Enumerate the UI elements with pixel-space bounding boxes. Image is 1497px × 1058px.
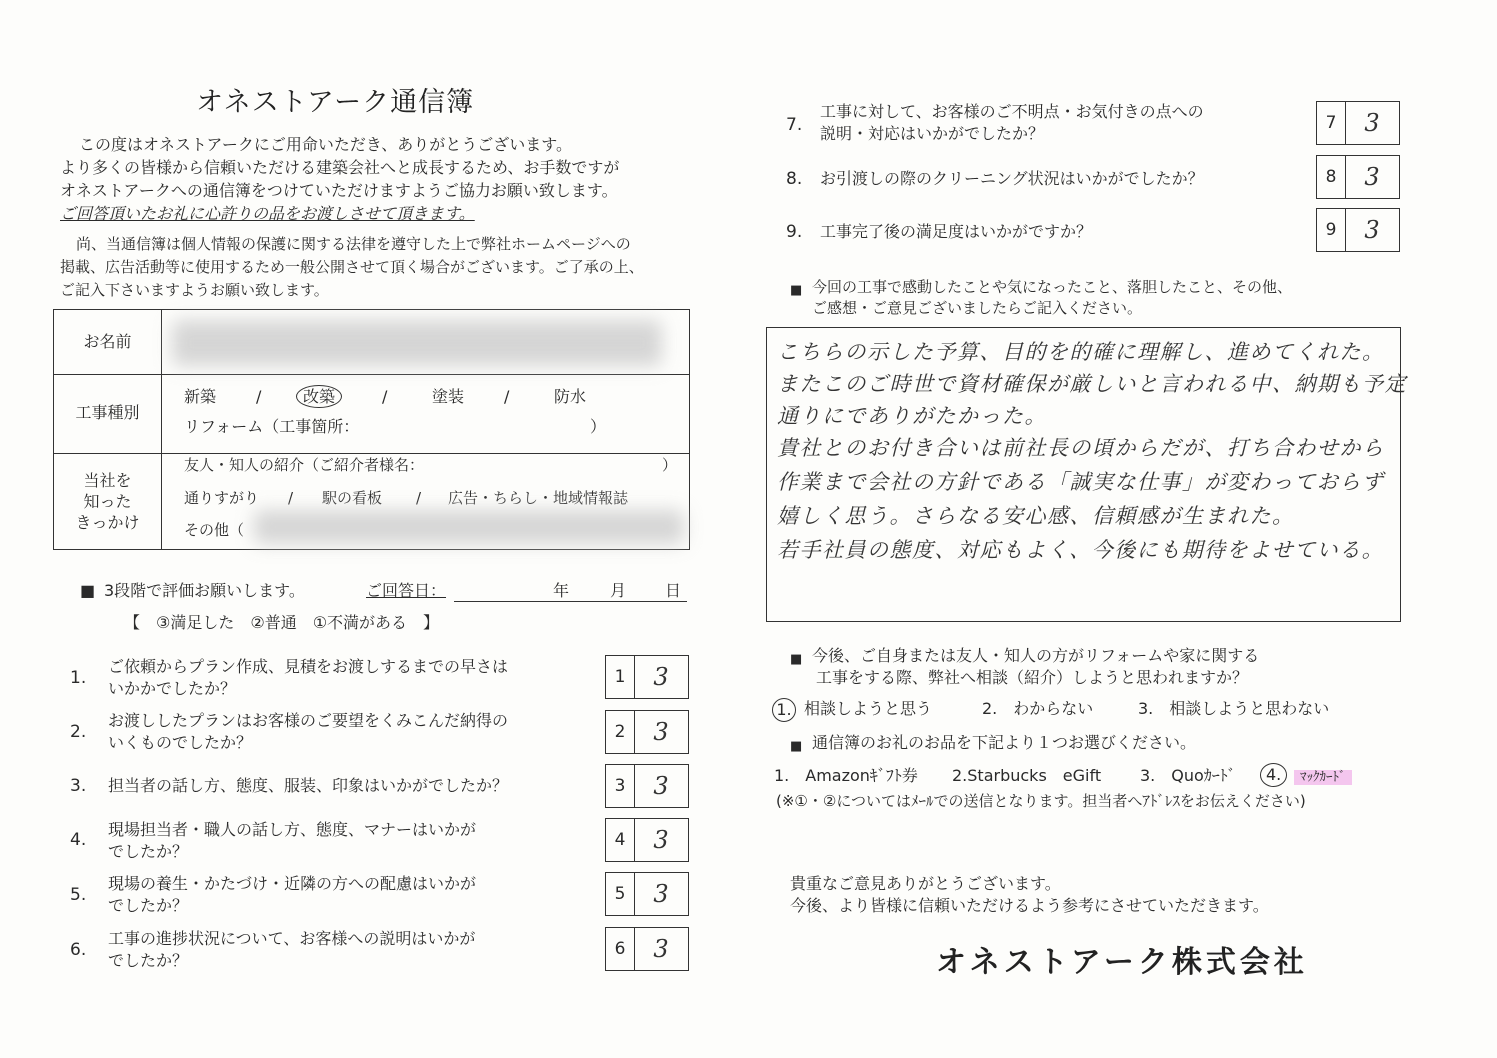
gift-option-mac: ﾏｯｸｶｰﾄﾞ	[1294, 765, 1352, 789]
comment-bullet: ■	[790, 283, 803, 298]
question-7-line-2: 説明・対応はいかがでしたか？	[820, 124, 1045, 143]
question-2-score-box: 2 3	[605, 710, 689, 754]
intro-line-2: より多くの皆様から信頼いただける建築会社へと成長するため、お手数ですが	[60, 158, 620, 177]
reform-close: ）	[590, 417, 607, 436]
question-6-line-1: 工事の進捗状況について、お客様への説明はいかが	[108, 929, 476, 948]
question-5-score-box: 5 3	[605, 872, 689, 916]
separator: /	[416, 489, 422, 507]
page-title: オネストアーク通信簿	[196, 87, 475, 118]
question-5-number: 5.	[70, 885, 87, 905]
question-5-line-1: 現場の養生・かたづけ・近隣の方への配慮はいかが	[108, 874, 477, 893]
comment-line-6: 嬉しく思う。さらなる安心感、信頼感が生まれた。	[777, 504, 1295, 528]
date-day: 日	[665, 581, 682, 600]
question-8-number: 8.	[786, 169, 803, 189]
source-ad: 広告・ちらし・地域情報誌	[448, 489, 629, 507]
work-option-paint: 塗装	[432, 387, 465, 406]
source-friend-close: ）	[662, 456, 678, 474]
question-7-number: 7.	[786, 115, 803, 135]
name-label: お名前	[83, 332, 132, 351]
date-underline	[454, 601, 687, 602]
comment-line-1: こちらの示した予算、目的を的確に理解し、進めてくれた。	[777, 340, 1385, 364]
source-label-1: 当社を	[83, 471, 132, 490]
question-6-score-box: 6 3	[605, 927, 689, 971]
intro-line-3: オネストアークへの通信簿をつけていただけますようご協力お願い致します。	[60, 181, 618, 200]
question-4-line-1: 現場担当者・職人の話し方、態度、マナーはいかが	[108, 820, 477, 839]
work-type-label: 工事種別	[75, 403, 140, 422]
referral-option-1-circled: 1.	[772, 698, 796, 722]
other-redacted	[254, 510, 684, 544]
question-3-line-1: 担当者の話し方、態度、服装、印象はいかがでしたか？	[108, 776, 509, 795]
comment-line-3: 通りにでありがたかった。	[777, 404, 1047, 428]
question-9-number: 9.	[786, 222, 803, 242]
question-2-line-2: いくものでしたか？	[108, 733, 253, 752]
rating-scale: 【 ③満足した ②普通 ①不満がある 】	[124, 613, 440, 632]
gift-option-4-circled: 4.	[1260, 763, 1287, 787]
referral-question-1: 今後、ご自身または友人・知人の方がリフォームや家に関する	[812, 646, 1260, 665]
closing-line-2: 今後、より皆様に信頼いただけるよう参考にさせていただきます。	[790, 896, 1269, 915]
privacy-line-1: 尚、当通信簿は個人情報の保護に関する法律を遵守した上で弊社ホームページへの	[76, 235, 631, 253]
separator: /	[382, 387, 388, 406]
gift-bullet: ■	[790, 739, 803, 754]
answer-date-label: ご回答日：	[366, 581, 447, 600]
question-3-number: 3.	[70, 776, 87, 796]
referral-question-2: 工事をする際、弊社へ相談（紹介）しようと思われますか？	[816, 668, 1249, 687]
question-2-line-1: お渡ししたプランはお客様のご要望をくみこんだ納得の	[108, 711, 509, 730]
rating-bullet: ■	[80, 581, 96, 600]
separator: /	[256, 387, 262, 406]
work-option-new: 新築	[184, 387, 217, 406]
comment-box	[766, 327, 1407, 622]
comment-line-4: 貴社とのお付き合いは前社長の頃からだが、打ち合わせから	[777, 436, 1385, 460]
privacy-line-2: 掲載、広告活動等に使用するため一般公開させて頂く場合がございます。ご了承の上、	[60, 258, 644, 276]
comment-prompt-2: ご感想・ご意見ございましたらご記入ください。	[812, 299, 1143, 317]
gift-note: (※①・②についてはﾒｰﾙでの送信となります。担当者へｱﾄﾞﾚｽをお伝えください)	[776, 792, 1306, 810]
referral-bullet: ■	[790, 652, 803, 667]
gift-option-starbucks: 2.Starbucks eGift	[952, 766, 1102, 785]
privacy-line-3: ご記入下さいますようお願い致します。	[60, 281, 329, 299]
source-other: その他（	[184, 521, 245, 539]
question-6-line-2: でしたか？	[108, 951, 189, 970]
question-1-line-2: いかかでしたか？	[108, 679, 237, 698]
question-6-number: 6.	[70, 940, 87, 960]
question-3-score-box: 3 3	[605, 764, 689, 808]
intro-line-1: この度はオネストアークにご用命いただき、ありがとうございます。	[79, 135, 572, 154]
referral-option-2: 2. わからない	[982, 699, 1094, 718]
comment-line-7: 若手社員の態度、対応もよく、今後にも期待をよせている。	[777, 538, 1385, 562]
question-9-score-box: 9 3	[1316, 208, 1400, 252]
question-1-line-1: ご依頼からプラン作成、見積をお渡しするまでの早さは	[108, 657, 509, 676]
question-7-score-box: 7 3	[1316, 101, 1400, 145]
name-redacted	[172, 320, 662, 366]
customer-info-table	[53, 309, 690, 550]
source-sign: 駅の看板	[322, 489, 383, 507]
question-8-line-1: お引渡しの際のクリーニング状況はいかがでしたか？	[820, 169, 1204, 188]
question-7-line-1: 工事に対して、お客様のご不明点・お気付きの点への	[820, 102, 1204, 121]
separator: /	[504, 387, 510, 406]
work-option-waterproof: 防水	[554, 387, 587, 406]
question-9-line-1: 工事完了後の満足度はいかがですか？	[820, 222, 1093, 241]
question-2-number: 2.	[70, 722, 87, 742]
referral-option-3: 3. 相談しようと思わない	[1138, 699, 1330, 718]
closing-line-1: 貴重なご意見ありがとうございます。	[790, 874, 1061, 893]
company-logo: オネストアーク株式会社	[936, 945, 1308, 980]
question-5-line-2: でしたか？	[108, 896, 189, 915]
gift-option-quo: 3. Quoｶｰﾄﾞ	[1140, 766, 1236, 785]
source-label-3: きっかけ	[75, 513, 140, 532]
source-friend: 友人・知人の紹介（ご紹介者様名：	[184, 456, 425, 474]
question-4-line-2: でしたか？	[108, 842, 189, 861]
comment-prompt-1: 今回の工事で感動したことや気になったこと、落胆したこと、その他、	[812, 278, 1293, 296]
referral-option-1: 相談しようと思う	[804, 699, 933, 718]
source-pass: 通りすがり	[184, 489, 260, 507]
question-1-number: 1.	[70, 668, 87, 688]
source-label-2: 知った	[83, 492, 132, 511]
comment-line-2: またこのご時世で資材確保が厳しいと言われる中、納期も予定	[777, 372, 1407, 396]
intro-gift-note: ご回答頂いたお礼に心許りの品をお渡しさせて頂きます。	[60, 204, 475, 223]
gift-option-amazon: 1. Amazonｷﾞﾌﾄ券	[774, 766, 918, 785]
separator: /	[288, 489, 294, 507]
comment-line-5: 作業まで会社の方針である「誠実な仕事」が変わっておらず	[777, 470, 1385, 494]
date-month: 月	[610, 581, 627, 600]
gift-prompt: 通信簿のお礼のお品を下記より１つお選びください。	[812, 733, 1197, 752]
work-option-remodel: 改築	[296, 386, 342, 408]
question-8-score-box: 8 3	[1316, 155, 1400, 199]
rating-instructions: 3段階で評価お願いします。	[104, 581, 305, 600]
question-4-score-box: 4 3	[605, 818, 689, 862]
question-4-number: 4.	[70, 830, 87, 850]
reform-label: リフォーム（工事箇所：	[184, 417, 360, 436]
date-year: 年	[553, 581, 570, 600]
question-1-score-box: 1 3	[605, 655, 689, 699]
